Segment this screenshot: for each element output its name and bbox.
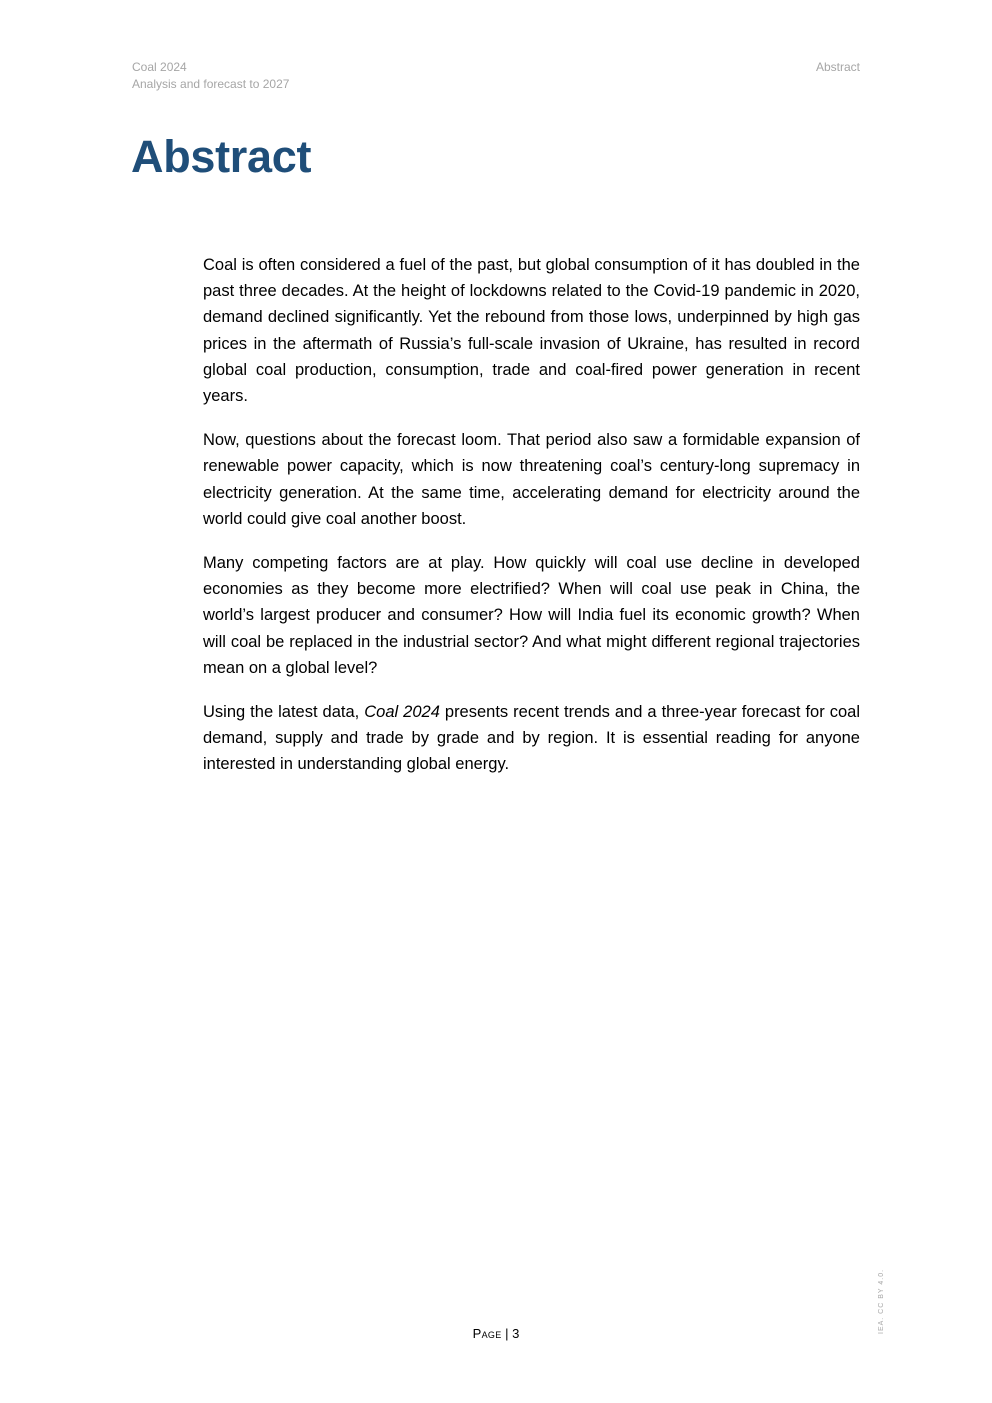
paragraph-rest: presents recent trends and a three-year forecast for coal demand, supply and trade by grade and by region. It is essential reading for anyone interested in understanding global energy. — [203, 703, 860, 774]
report-title: Coal 2024 — [132, 60, 187, 74]
page-title: Abstract — [131, 131, 312, 182]
page-label: Page — [472, 1326, 502, 1341]
report-name-italic: Coal 2024 — [364, 703, 440, 722]
report-subtitle: Analysis and forecast to 2027 — [132, 77, 290, 91]
license-note: IEA. CC BY 4.0. — [878, 1268, 885, 1334]
paragraph: Now, questions about the forecast loom. That period also saw a formidable expansion of renewable power capacity, which is now threatening coal’s century-long supremacy in electricity generation. At the same time, accelerating demand for electricity around the world could give coal another boost. — [203, 431, 860, 528]
running-header-section: Abstract — [815, 60, 860, 74]
paragraph: Coal is often considered a fuel of the past, but global consumption of it has doubled in the past three decades. At the height of lockdowns related to the Covid-19 pandemic in 2020, demand declined significantly. Yet the rebound from those lows, underpinned by high gas prices in the aftermath of Russia’s full-scale invasion of Ukraine, has resulted in record global coal production, consumption, trade and coal-fired power generation in recent years. — [203, 256, 860, 406]
paragraph-lead: Using the latest data, — [203, 703, 365, 722]
paragraph: Many competing factors are at play. How quickly will coal use decline in developed economies as they become more electrified? When will coal use peak in China, the world’s largest producer and consumer? How will India fuel its economic growth? When will coal be replaced in the industrial sector? And what might different regional trajectories mean on a global level? — [203, 554, 860, 677]
page-footer — [0, 1326, 992, 1342]
running-header-left — [132, 59, 289, 93]
page-separator: | — [501, 1326, 513, 1341]
abstract-body — [203, 252, 860, 796]
paragraph-final — [203, 699, 860, 778]
page-number: 3 — [512, 1326, 520, 1341]
